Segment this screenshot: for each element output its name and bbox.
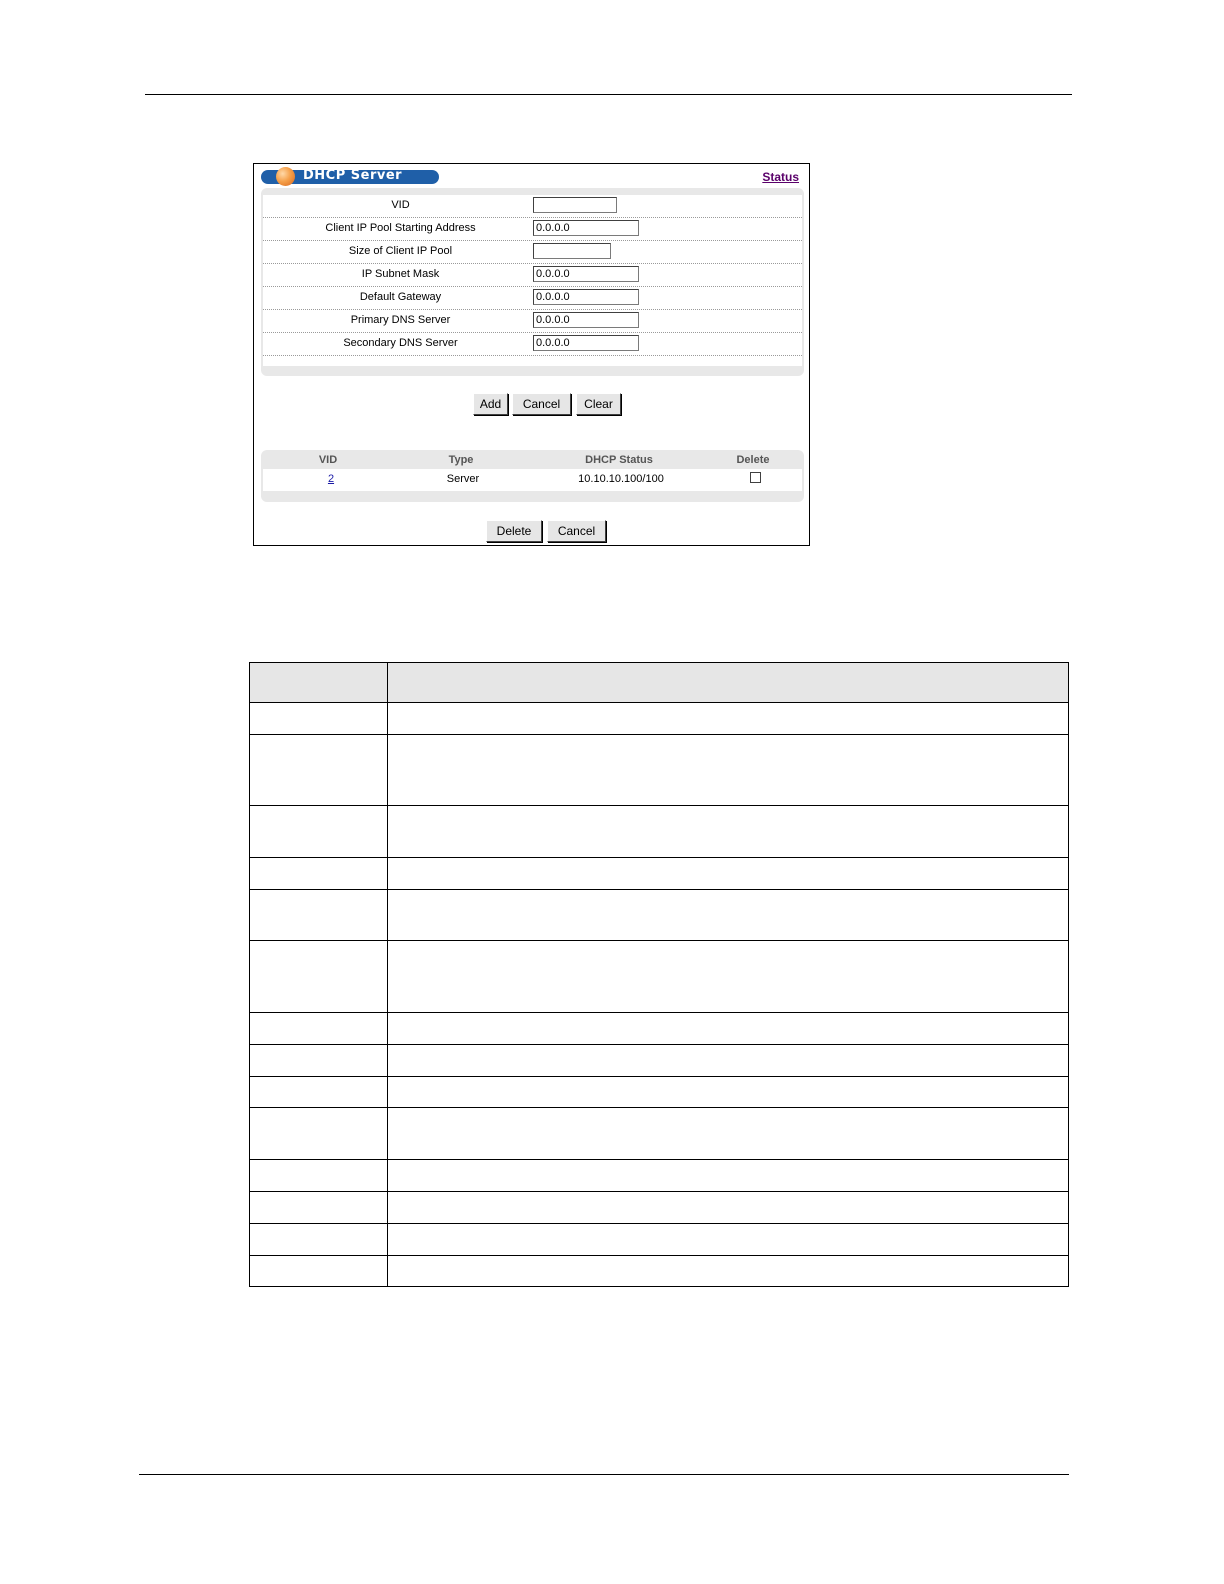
dhcp-server-list — [261, 450, 804, 502]
field-description-table — [249, 662, 1069, 1287]
settings-form — [261, 188, 804, 376]
pool-size-label: Size of Client IP Pool — [348, 245, 453, 257]
table-row — [250, 1224, 1069, 1256]
column-header-type: Type — [448, 454, 474, 466]
footer-rule — [139, 1474, 1069, 1475]
subnet-mask-input[interactable] — [533, 266, 639, 282]
secondary-dns-label: Secondary DNS Server — [343, 337, 458, 349]
vid-input[interactable] — [533, 197, 617, 213]
form-row-secondary-dns — [263, 333, 802, 356]
form-row-pool-start — [263, 218, 802, 241]
form-cancel-button[interactable]: Cancel — [512, 393, 571, 415]
table-row — [250, 1013, 1069, 1045]
form-row-gateway — [263, 287, 802, 310]
column-header-delete: Delete — [736, 454, 770, 466]
list-cancel-button[interactable]: Cancel — [547, 520, 606, 542]
dhcp-server-screen — [253, 163, 810, 546]
delete-button[interactable]: Delete — [486, 520, 542, 542]
table-row — [263, 469, 802, 491]
pool-start-label: Client IP Pool Starting Address — [325, 222, 476, 234]
pool-start-input[interactable] — [533, 220, 639, 236]
form-row-vid — [263, 195, 802, 218]
table-row — [250, 735, 1069, 806]
type-cell: Server — [446, 473, 480, 485]
form-row-pool-size — [263, 241, 802, 264]
subnet-mask-label: IP Subnet Mask — [361, 268, 440, 280]
primary-dns-input[interactable] — [533, 312, 639, 328]
table-row — [250, 941, 1069, 1013]
table-row — [250, 858, 1069, 890]
gateway-label: Default Gateway — [359, 291, 442, 303]
vid-link[interactable]: 2 — [327, 473, 335, 485]
table-row — [250, 1045, 1069, 1077]
table-row — [250, 890, 1069, 941]
secondary-dns-input[interactable] — [533, 335, 639, 351]
column-header-vid: VID — [318, 454, 338, 466]
column-header-dhcp-status: DHCP Status — [585, 454, 653, 466]
table-row — [250, 1192, 1069, 1224]
status-link[interactable]: Status — [762, 170, 799, 184]
form-row-primary-dns — [263, 310, 802, 333]
table-row — [250, 806, 1069, 858]
form-row-subnet-mask — [263, 264, 802, 287]
table-row — [250, 1256, 1069, 1287]
clear-button[interactable]: Clear — [576, 393, 621, 415]
dhcp-status-cell: 10.10.10.100/100 — [578, 473, 664, 485]
primary-dns-label: Primary DNS Server — [350, 314, 451, 326]
panel-title: DHCP Server — [303, 168, 403, 183]
delete-checkbox[interactable] — [750, 472, 761, 483]
gateway-input[interactable] — [533, 289, 639, 305]
orb-icon — [276, 167, 295, 186]
table-header-row — [250, 663, 1069, 703]
table-row — [250, 1108, 1069, 1160]
table-row — [250, 1077, 1069, 1108]
add-button[interactable]: Add — [473, 393, 508, 415]
panel-title-bar — [261, 170, 439, 184]
vid-label: VID — [391, 199, 410, 211]
pool-size-input[interactable] — [533, 243, 611, 259]
table-row — [250, 1160, 1069, 1192]
table-row — [250, 703, 1069, 735]
header-rule — [145, 94, 1072, 95]
